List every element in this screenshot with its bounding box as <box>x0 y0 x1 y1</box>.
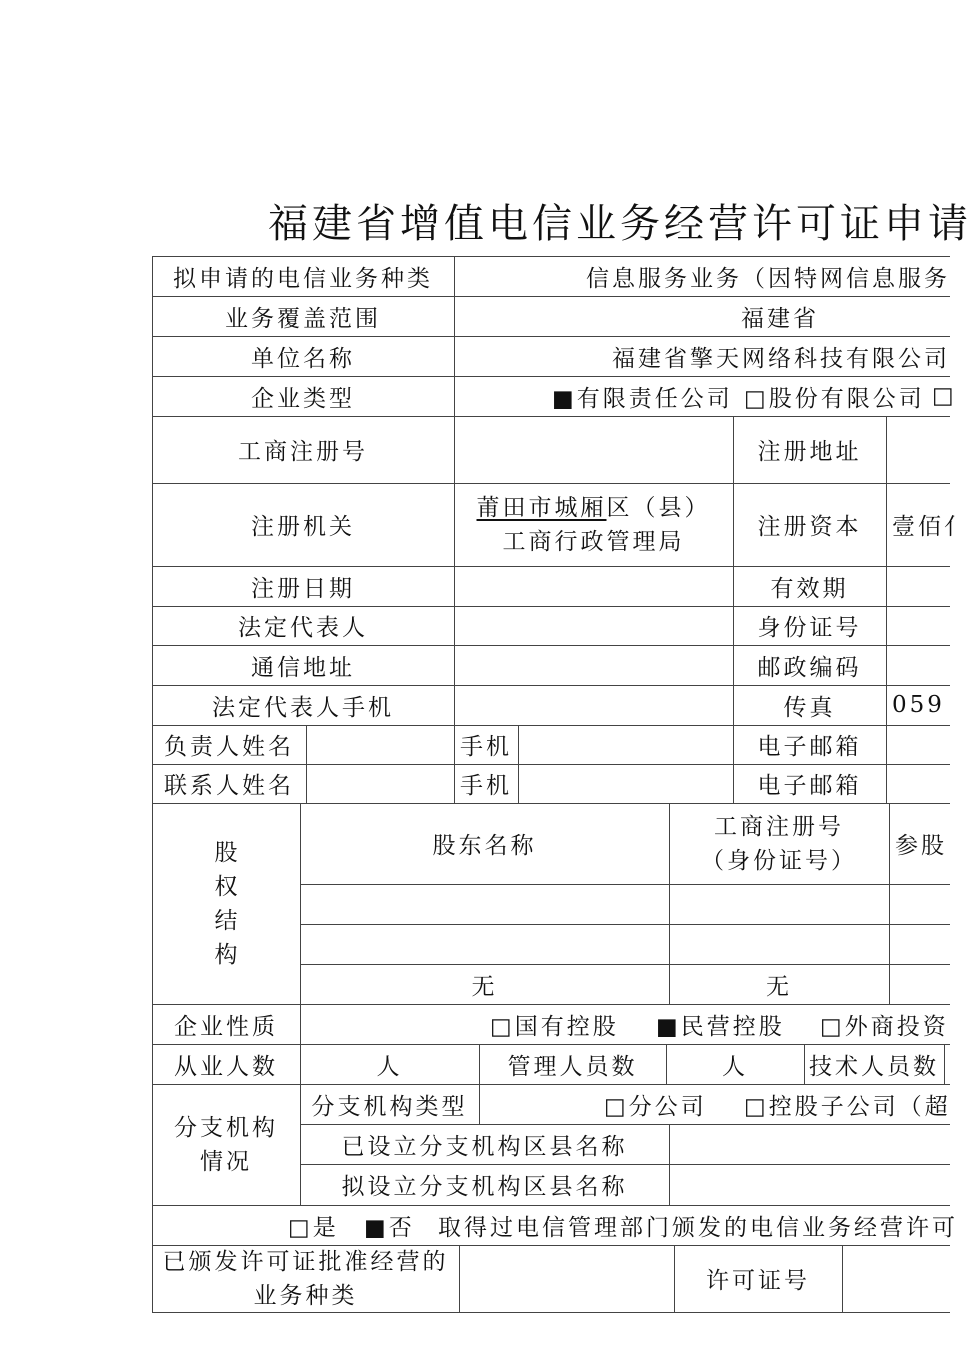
reg-capital-label: 注册资本 <box>757 514 862 540</box>
branch-label <box>152 1084 300 1205</box>
company-type-option-llc[interactable]: ■有限责任公司 <box>552 385 733 412</box>
issued-service-label-line1: 已颁发许可证批准经营的 <box>162 1248 449 1275</box>
table-rule <box>300 924 950 925</box>
table-rule <box>842 1245 843 1313</box>
shareholder-reg-header-line2: （身份证号） <box>701 847 857 874</box>
branch-type-label: 分支机构类型 <box>311 1093 468 1120</box>
license-no-option[interactable]: ■否 <box>364 1214 415 1241</box>
nature-label: 企业性质 <box>174 1013 278 1040</box>
license-number-label: 许可证号 <box>706 1268 810 1294</box>
branch-type-option-subsidiary[interactable]: □控股子公司（超 <box>744 1093 951 1120</box>
equity-label-char: 构 <box>214 941 238 968</box>
postal-code-label: 邮政编码 <box>757 654 862 681</box>
company-type-option-other[interactable]: □ <box>932 383 957 409</box>
company-name-value: 福建省擎天网络科技有限公司 <box>612 345 950 372</box>
branch-type-option-branch[interactable]: □分公司 <box>604 1093 707 1120</box>
manager-mobile-label: 手机 <box>460 734 512 760</box>
issued-service-label-line2: 业务种类 <box>253 1282 358 1309</box>
validity-label: 有效期 <box>770 575 849 602</box>
reg-authority-value <box>454 487 733 562</box>
shareholder-name-header: 股东名称 <box>432 833 537 859</box>
reg-authority-bureau: 工商行政管理局 <box>502 528 685 555</box>
planned-branch-label: 拟设立分支机构区县名称 <box>341 1174 628 1200</box>
company-name-label: 单位名称 <box>251 345 355 372</box>
reg-number-label: 工商注册号 <box>238 439 368 465</box>
reg-authority-district: 区（县） <box>606 494 711 521</box>
legal-rep-label: 法定代表人 <box>238 615 368 641</box>
license-yes-option[interactable]: □是 <box>288 1214 339 1241</box>
branch-label-line2: 情况 <box>200 1148 252 1175</box>
reg-date-label: 注册日期 <box>251 575 355 602</box>
staff-count-unit: 人 <box>376 1053 403 1080</box>
coverage-value: 福建省 <box>741 305 819 332</box>
contact-name-label: 联系人姓名 <box>164 773 294 799</box>
coverage-label: 业务覆盖范围 <box>225 305 381 332</box>
service-type-value: 信息服务业务（因特网信息服务 <box>586 265 950 292</box>
reg-number-value[interactable] <box>454 416 733 483</box>
manager-count-unit: 人 <box>722 1053 748 1080</box>
staff-count-label: 从业人数 <box>174 1053 278 1080</box>
table-rule <box>669 1124 670 1205</box>
manager-count-label: 管理人员数 <box>507 1053 638 1080</box>
manager-email-label: 电子邮箱 <box>757 734 862 760</box>
table-rule <box>306 725 307 804</box>
contact-mobile-label: 手机 <box>460 773 512 799</box>
legal-rep-phone-label: 法定代表人手机 <box>212 694 394 721</box>
contact-email-label: 电子邮箱 <box>757 773 862 799</box>
nature-option-foreign[interactable]: □外商投资 <box>820 1013 949 1040</box>
table-rule <box>459 1245 460 1313</box>
reg-authority-label: 注册机关 <box>251 514 355 540</box>
address-label: 通信地址 <box>251 654 355 681</box>
company-type-option-joint-stock[interactable]: □股份有限公司 <box>744 385 925 412</box>
branch-label-line1: 分支机构 <box>174 1114 278 1141</box>
established-branch-label: 已设立分支机构区县名称 <box>341 1133 628 1160</box>
share-ratio-header: 参股 <box>895 833 947 859</box>
table-rule <box>518 725 519 804</box>
id-number-label: 身份证号 <box>757 615 862 641</box>
fax-label: 传真 <box>783 694 836 721</box>
fax-value: 059 <box>892 692 945 718</box>
equity-label <box>152 803 300 1004</box>
nature-option-state[interactable]: □国有控股 <box>490 1013 619 1040</box>
equity-label-char: 结 <box>214 907 238 934</box>
issued-service-label <box>152 1245 459 1312</box>
table-rule <box>300 884 950 885</box>
reg-authority-city: 莆田市城厢 <box>476 494 607 521</box>
shareholder-reg-header-line1: 工商注册号 <box>714 813 844 840</box>
shareholder-reg-cell: 无 <box>766 973 792 1000</box>
company-type-label: 企业类型 <box>251 385 355 412</box>
table-rule <box>944 1044 945 1084</box>
equity-label-char: 权 <box>214 873 238 900</box>
manager-name-label: 负责人姓名 <box>164 734 294 760</box>
equity-label-char: 股 <box>214 839 238 866</box>
tech-count-label: 技术人员数 <box>809 1053 939 1080</box>
reg-address-label: 注册地址 <box>757 439 862 465</box>
shareholder-name-cell: 无 <box>471 973 498 1000</box>
nature-option-private[interactable]: ■民营控股 <box>656 1013 785 1040</box>
license-question: 取得过电信管理部门颁发的电信业务经营许可 <box>438 1214 958 1241</box>
shareholder-reg-header <box>669 803 889 884</box>
reg-capital-value: 壹佰亻 <box>892 514 970 540</box>
page-title: 福建省增值电信业务经营许可证申请 <box>268 201 972 247</box>
service-type-label: 拟申请的电信业务种类 <box>173 265 433 292</box>
table-rule <box>886 416 887 804</box>
